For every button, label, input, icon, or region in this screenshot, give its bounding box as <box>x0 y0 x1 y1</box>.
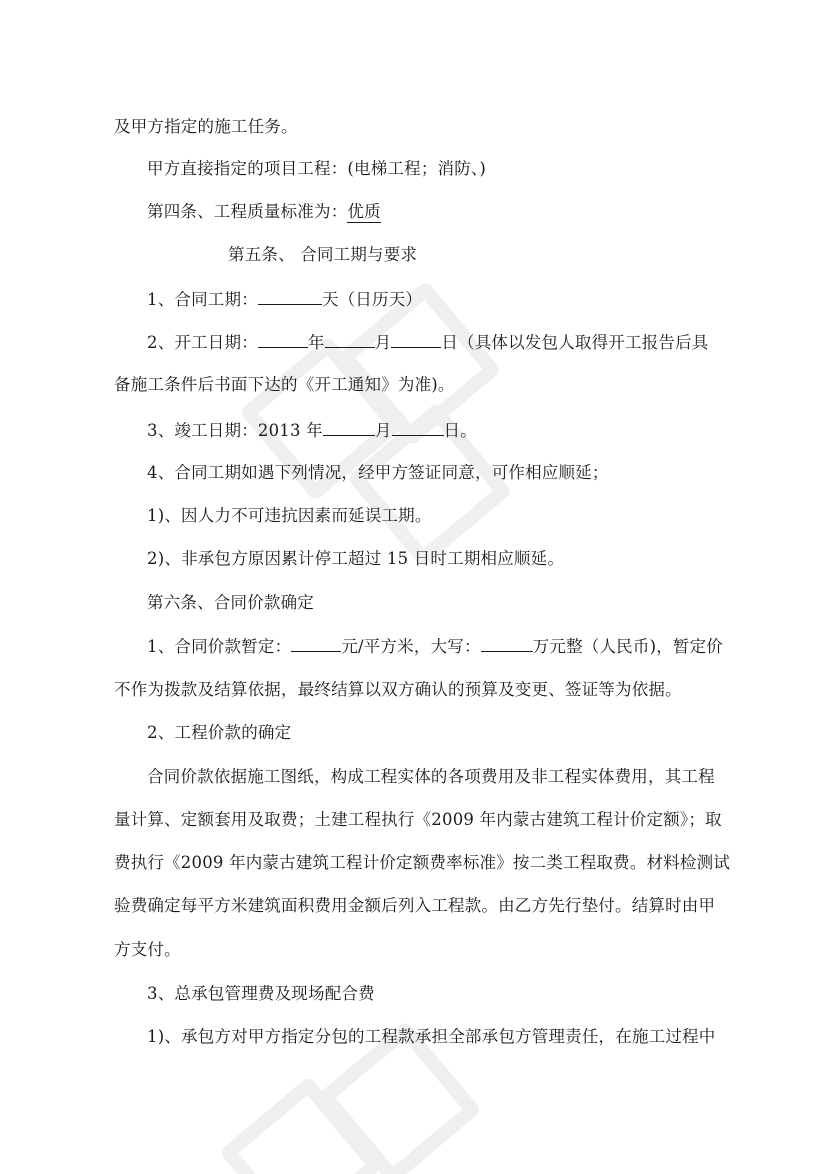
quality-standard-line: 第四条、工程质量标准为：优质 <box>147 202 381 221</box>
paragraph-line: 1)、承包方对甲方指定分包的工程款承担全部承包方管理责任，在施工过程中 <box>147 1027 716 1046</box>
section-heading: 2、工程价款的确定 <box>147 723 292 742</box>
blank-field <box>258 287 322 305</box>
paragraph-line: 不作为拨款及结算依据，最终结算以双方确认的预算及变更、签证等为依据。 <box>114 680 682 699</box>
section-heading: 第六条、合同价款确定 <box>147 593 314 612</box>
quality-standard-value: 优质 <box>347 202 381 221</box>
paragraph-line: 验费确定每平方米建筑面积费用金额后列入工程款。由乙方先行垫付。结算时由甲 <box>114 896 716 915</box>
contract-period-line: 1、合同工期： 天（日历天） <box>147 287 767 312</box>
paragraph-line: 1)、因人力不可违抗因素而延误工期。 <box>147 506 432 525</box>
contract-price-line: 1、合同价款暂定： 元/平方米，大写： 万元整（人民币)，暂定价 <box>147 634 767 659</box>
paragraph-line: 方支付。 <box>114 940 181 959</box>
blank-field <box>325 330 375 348</box>
paragraph-line: 甲方直接指定的项目工程：(电梯工程；消防、) <box>147 159 487 178</box>
paragraph-line: 及甲方指定的施工任务。 <box>114 117 298 136</box>
blank-field <box>291 634 341 652</box>
paragraph-line: 合同价款依据施工图纸，构成工程实体的各项费用及非工程实体费用，其工程 <box>147 767 715 786</box>
paragraph-line: 备施工条件后书面下达的《开工通知》为准)。 <box>114 375 455 394</box>
start-date-line: 2、开工日期： 年 月 日（具体以发包人取得开工报告后具 <box>147 330 767 355</box>
paragraph-line: 2)、非承包方原因累计停工超过 15 日时工期相应顺延。 <box>147 549 565 568</box>
section-heading: 3、总承包管理费及现场配合费 <box>147 984 375 1003</box>
completion-date-line: 3、竣工日期：2013 年 月 日。 <box>147 418 767 443</box>
blank-field <box>258 330 308 348</box>
blank-field <box>481 634 533 652</box>
blank-field <box>391 330 441 348</box>
paragraph-line: 费执行《2009 年内蒙古建筑工程计价定额费率标准》按二类工程取费。材料检测试 <box>114 853 731 872</box>
blank-field <box>392 418 444 436</box>
section-heading: 第五条、 合同工期与要求 <box>228 245 418 264</box>
paragraph-line: 量计算、定额套用及取费；土建工程执行《2009 年内蒙古建筑工程计价定额》；取 <box>114 810 722 829</box>
blank-field <box>323 418 375 436</box>
paragraph-line: 4、合同工期如遇下列情况，经甲方签证同意，可作相应顺延； <box>147 463 609 482</box>
